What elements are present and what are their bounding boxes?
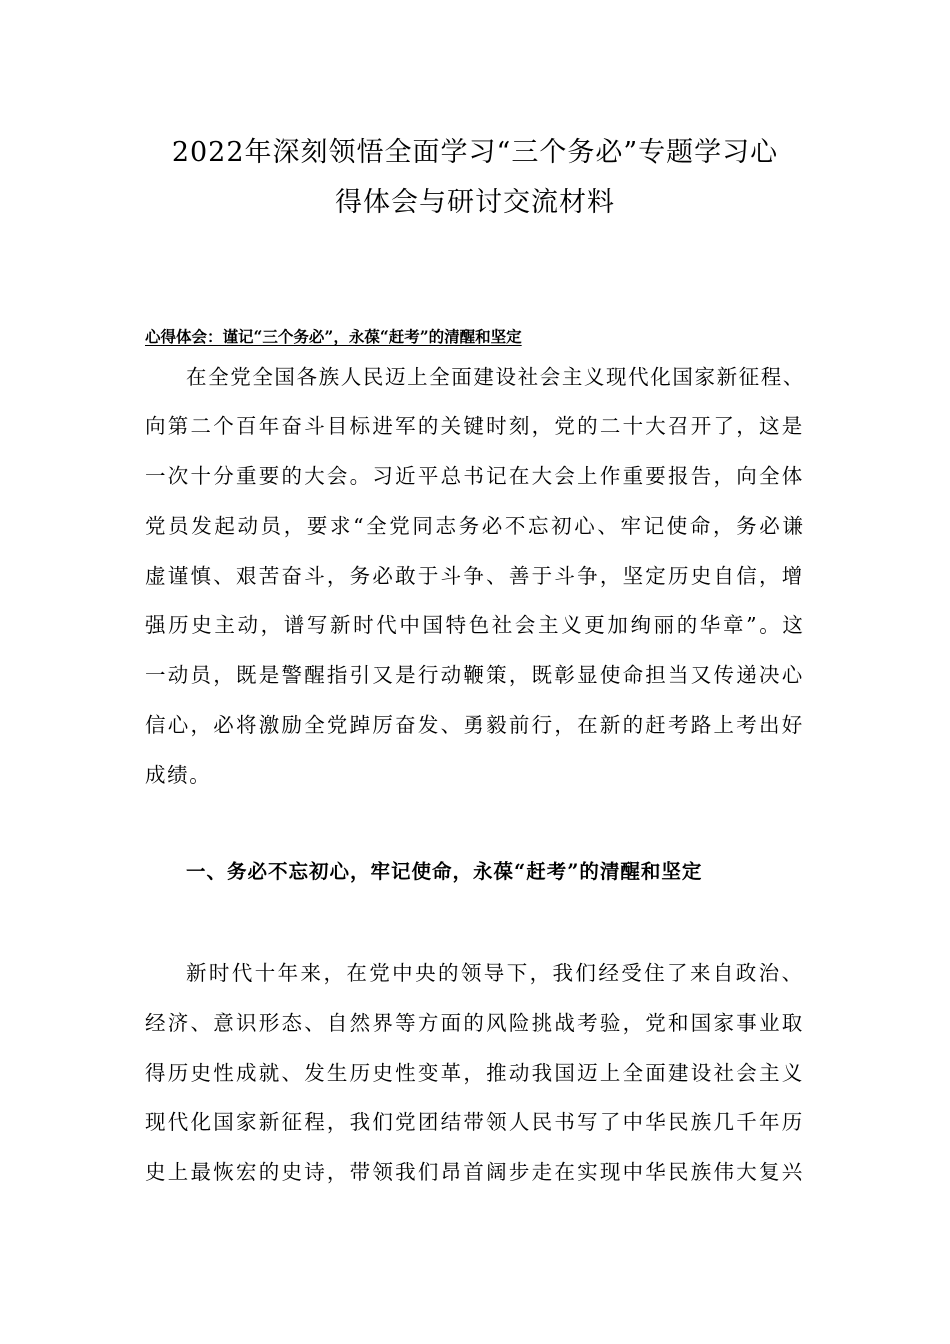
- paragraph-1-line-2: 向第二个百年奋斗目标进军的关键时刻，党的二十大召开了，这是: [145, 414, 805, 438]
- paragraph-2-line-3: 得历史性成就、发生历史性变革，推动我国迈上全面建设社会主义: [145, 1061, 805, 1085]
- paragraph-2-line-5: 史上最恢宏的史诗，带领我们昂首阔步走在实现中华民族伟大复兴: [145, 1160, 805, 1184]
- paragraph-1-line-5: 虚谨慎、艰苦奋斗，务必敢于斗争、善于斗争，坚定历史自信，增: [145, 564, 805, 588]
- paragraph-1-line-3: 一次十分重要的大会。习近平总书记在大会上作重要报告，向全体: [145, 464, 805, 488]
- paragraph-1-line-8: 信心，必将激励全党踔厉奋发、勇毅前行，在新的赶考路上考出好: [145, 713, 805, 737]
- paragraph-2-line-1: 新时代十年来，在党中央的领导下，我们经受住了来自政治、: [186, 961, 805, 985]
- section-1-heading: 一、务必不忘初心，牢记使命，永葆“赶考”的清醒和坚定: [186, 860, 703, 883]
- paragraph-2-line-2: 经济、意识形态、自然界等方面的风险挑战考验，党和国家事业取: [145, 1011, 805, 1035]
- subheading: 心得体会：谨记“三个务必”，永葆“赶考”的清醒和坚定: [145, 327, 522, 346]
- paragraph-1-line-4: 党员发起动员，要求“全党同志务必不忘初心、牢记使命，务必谦: [145, 514, 806, 538]
- paragraph-1-line-1: 在全党全国各族人民迈上全面建设社会主义现代化国家新征程、: [186, 365, 805, 389]
- paragraph-1-line-7: 一动员，既是警醒指引又是行动鞭策，既彰显使命担当又传递决心: [145, 663, 805, 687]
- paragraph-1-line-9: 成绩。: [145, 763, 212, 787]
- document-title-line-2: 得体会与研讨交流材料: [335, 187, 615, 218]
- paragraph-1-line-6: 强历史主动，谱写新时代中国特色社会主义更加绚丽的华章”。这: [145, 613, 806, 637]
- document-title-line-1: 2022年深刻领悟全面学习“三个务必”专题学习心: [171, 137, 779, 168]
- paragraph-2-line-4: 现代化国家新征程，我们党团结带领人民书写了中华民族几千年历: [145, 1110, 805, 1134]
